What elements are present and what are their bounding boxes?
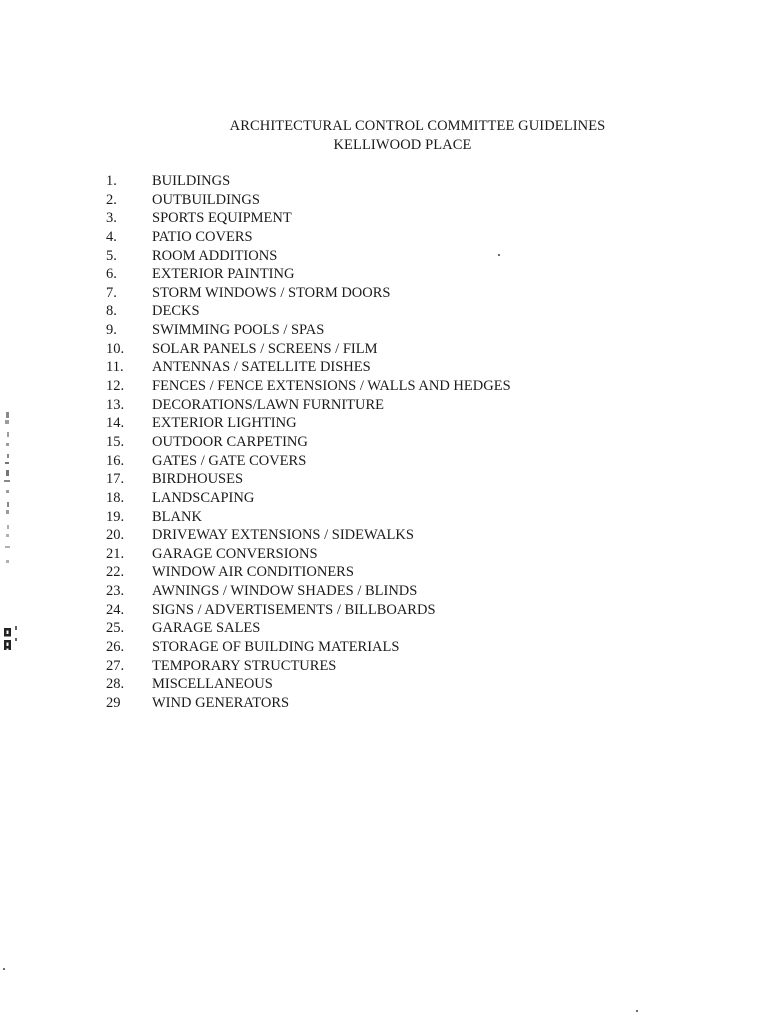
document-header xyxy=(0,117,770,155)
list-item-label: OUTDOOR CARPETING xyxy=(152,433,308,450)
list-item-label: AWNINGS / WINDOW SHADES / BLINDS xyxy=(152,583,418,600)
list-item xyxy=(106,489,666,508)
list-item-number: 25. xyxy=(106,620,125,637)
list-item xyxy=(106,694,666,713)
list-item xyxy=(106,414,666,433)
list-item-label: WINDOW AIR CONDITIONERS xyxy=(152,564,354,581)
list-item-label: MISCELLANEOUS xyxy=(152,676,273,693)
list-item-number: 13. xyxy=(106,396,125,413)
list-item xyxy=(106,209,666,228)
list-item-label: EXTERIOR PAINTING xyxy=(152,266,295,283)
list-item xyxy=(106,284,666,303)
list-item-label: SIGNS / ADVERTISEMENTS / BILLBOARDS xyxy=(152,601,436,618)
list-item-label: STORAGE OF BUILDING MATERIALS xyxy=(152,639,400,656)
list-item-label: PATIO COVERS xyxy=(152,228,253,245)
list-item-label: EXTERIOR LIGHTING xyxy=(152,415,297,432)
list-item xyxy=(106,638,666,657)
list-item xyxy=(106,247,666,266)
list-item-label: BLANK xyxy=(152,508,202,525)
list-item xyxy=(106,582,666,601)
list-item-number: 5. xyxy=(106,247,117,264)
list-item xyxy=(106,470,666,489)
list-item-label: TEMPORARY STRUCTURES xyxy=(152,657,337,674)
list-item-label: DECORATIONS/LAWN FURNITURE xyxy=(152,396,385,413)
list-item-number: 29 xyxy=(106,694,121,711)
list-item-label: ROOM ADDITIONS xyxy=(152,247,278,264)
list-item xyxy=(106,657,666,676)
list-item xyxy=(106,396,666,415)
list-item-label: BUILDINGS xyxy=(152,173,231,189)
list-item-number: 26. xyxy=(106,639,125,656)
list-item-number: 15. xyxy=(106,433,125,450)
list-item-number: 3. xyxy=(106,210,117,227)
list-item xyxy=(106,228,666,247)
list-item-label: GATES / GATE COVERS xyxy=(152,452,307,469)
list-item xyxy=(106,675,666,694)
list-item-label: DRIVEWAY EXTENSIONS / SIDEWALKS xyxy=(152,527,414,544)
guidelines-list xyxy=(106,172,666,713)
list-item-number: 1. xyxy=(106,173,117,189)
list-item-number: 6. xyxy=(106,266,117,283)
document-title: ARCHITECTURAL CONTROL COMMITTEE GUIDELINES xyxy=(229,118,606,134)
list-item-label: GARAGE CONVERSIONS xyxy=(152,545,318,562)
list-item xyxy=(106,508,666,527)
list-item-label: OUTBUILDINGS xyxy=(152,191,260,208)
margin-recording-stamp-icon xyxy=(2,410,26,660)
list-item-label: SWIMMING POOLS / SPAS xyxy=(152,322,325,339)
list-item xyxy=(106,340,666,359)
list-item-number: 2. xyxy=(106,191,117,208)
list-item xyxy=(106,191,666,210)
list-item-number: 16. xyxy=(106,452,125,469)
list-item xyxy=(106,302,666,321)
list-item xyxy=(106,545,666,564)
list-item-number: 12. xyxy=(106,378,125,395)
list-item-number: 20. xyxy=(106,527,125,544)
list-item-number: 23. xyxy=(106,583,125,600)
list-item-label: GARAGE SALES xyxy=(152,620,261,637)
list-item-number: 27. xyxy=(106,657,125,674)
list-item-label: FENCES / FENCE EXTENSIONS / WALLS AND HEDGES xyxy=(152,378,511,395)
list-item xyxy=(106,172,666,191)
list-item-number: 10. xyxy=(106,340,125,357)
list-item-label: SPORTS EQUIPMENT xyxy=(152,210,292,227)
list-item-number: 11. xyxy=(106,359,124,376)
scan-speck xyxy=(636,1010,638,1012)
list-item xyxy=(106,321,666,340)
list-item xyxy=(106,358,666,377)
list-item-number: 19. xyxy=(106,508,125,525)
list-item xyxy=(106,265,666,284)
list-item xyxy=(106,526,666,545)
list-item-number: 22. xyxy=(106,564,125,581)
list-item xyxy=(106,619,666,638)
list-item-number: 14. xyxy=(106,415,125,432)
list-item-label: WIND GENERATORS xyxy=(152,694,290,711)
list-item xyxy=(106,563,666,582)
list-item-label: BIRDHOUSES xyxy=(152,471,244,488)
list-item-number: 24. xyxy=(106,601,125,618)
list-item-number: 28. xyxy=(106,676,125,693)
document-subtitle: KELLIWOOD PLACE xyxy=(333,137,472,153)
list-item-number: 9. xyxy=(106,322,117,339)
scan-speck xyxy=(3,968,5,970)
list-item-label: ANTENNAS / SATELLITE DISHES xyxy=(152,359,371,376)
list-item xyxy=(106,377,666,396)
list-item-number: 21. xyxy=(106,545,125,562)
list-item-label: STORM WINDOWS / STORM DOORS xyxy=(152,284,391,301)
list-item-number: 8. xyxy=(106,303,117,320)
list-item-number: 4. xyxy=(106,228,117,245)
list-item xyxy=(106,601,666,620)
list-item-number: 17. xyxy=(106,471,125,488)
list-item-label: DECKS xyxy=(152,303,200,320)
list-item xyxy=(106,452,666,471)
list-item-label: SOLAR PANELS / SCREENS / FILM xyxy=(152,340,378,357)
list-item-label: LANDSCAPING xyxy=(152,489,255,506)
list-item-number: 18. xyxy=(106,489,125,506)
scan-speck xyxy=(498,254,500,256)
list-item xyxy=(106,433,666,452)
list-item-number: 7. xyxy=(106,284,117,301)
